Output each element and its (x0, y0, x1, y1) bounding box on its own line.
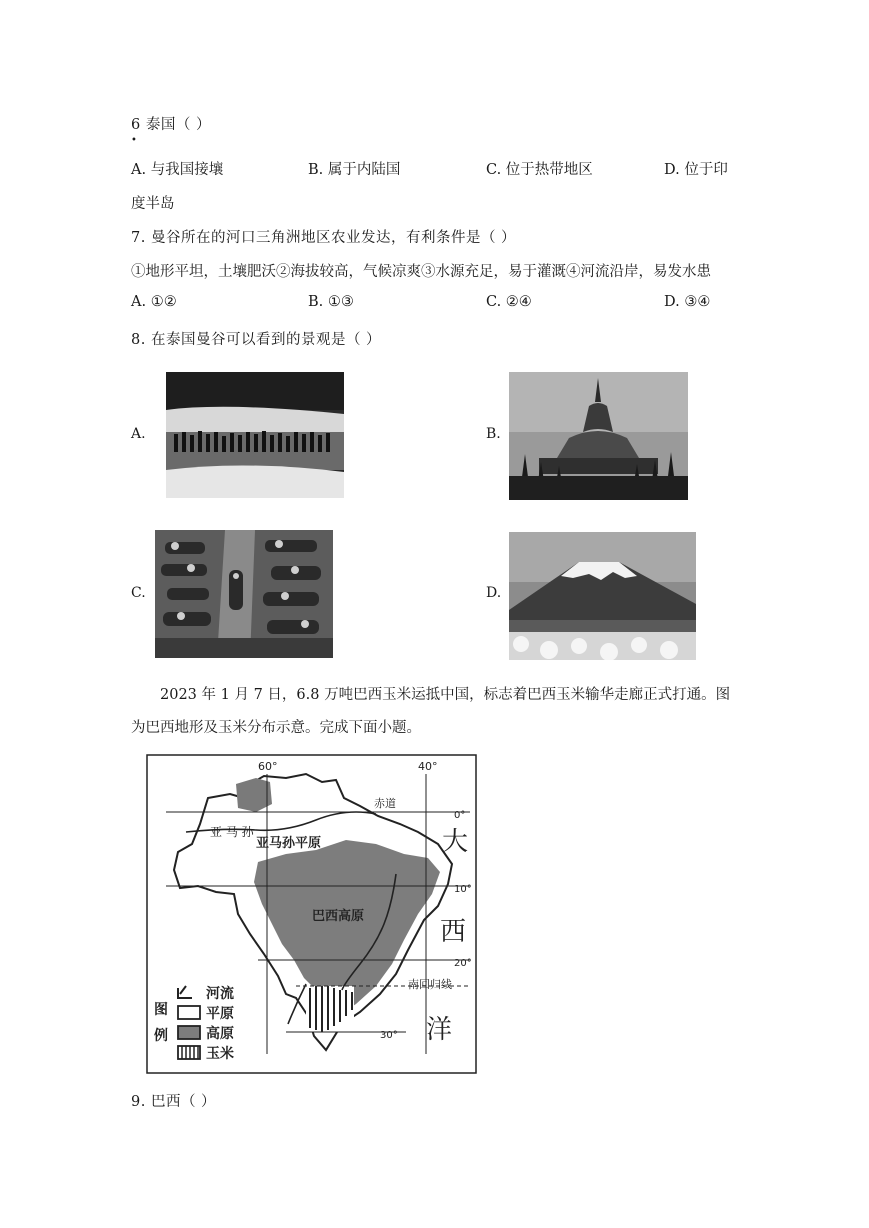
equator-label: 赤道 (374, 797, 396, 810)
legend-title-1: 图 (154, 1002, 168, 1018)
amazon-plain-label: 亚马孙平原 (256, 836, 322, 851)
lon-60-label: 60° (258, 760, 278, 773)
legend-plain: 平原 (206, 1006, 234, 1022)
legend-corn: 玉米 (206, 1046, 234, 1062)
q7-option-c: C. ②④ (486, 294, 532, 310)
q8-stem: 8. 在泰国曼谷可以看到的景观是（ ） (131, 332, 382, 348)
brazil-map (146, 754, 477, 1074)
lat-0-label: 0° (454, 810, 466, 821)
tropic-label: 南回归线 (408, 978, 452, 991)
corn-area (306, 986, 354, 1032)
bullet-mark: • (131, 135, 137, 146)
lat-20-label: 20° (454, 958, 472, 969)
photo-mount-fuji (509, 532, 696, 660)
photo-pagoda (509, 372, 688, 500)
legend-title-2: 例 (154, 1028, 168, 1044)
lat-10-label: 10° (454, 884, 472, 895)
amazon-river-label: 亚 马 孙 (210, 825, 254, 839)
passage-line-1: 2023 年 1 月 7 日，6.8 万吨巴西玉米运抵中国，标志着巴西玉米输华走廊正式打通。图 (160, 687, 731, 703)
q9-stem: 9. 巴西（ ） (131, 1094, 217, 1110)
legend-corn-swatch (178, 1046, 200, 1059)
q8-label-a: A. (131, 426, 146, 442)
q6-option-d-continued: 度半岛 (131, 196, 175, 212)
photo-floating-market (155, 530, 333, 658)
q8-label-b: B. (486, 426, 501, 442)
q6-option-c: C. 位于热带地区 (486, 162, 593, 178)
q6-option-b: B. 属于内陆国 (308, 162, 401, 178)
passage-line-2: 为巴西地形及玉米分布示意。完成下面小题。 (131, 720, 421, 736)
brazil-map-svg (146, 754, 477, 1074)
q7-stem: 7. 曼谷所在的河口三角洲地区农业发达，有利条件是（ ） (131, 230, 517, 246)
ocean-char-3: 洋 (426, 1015, 453, 1045)
q7-option-d: D. ③④ (664, 294, 711, 310)
legend-plateau: 高原 (206, 1026, 234, 1042)
legend-river: 河流 (206, 986, 234, 1002)
q7-option-b: B. ①③ (308, 294, 354, 310)
lon-40-label: 40° (418, 760, 438, 773)
ocean-char-2: 西 (440, 917, 467, 947)
q6-option-a: A. 与我国接壤 (131, 162, 224, 178)
q6-option-d: D. 位于印 (664, 162, 728, 178)
q7-conditions: ①地形平坦，土壤肥沃②海拔较高，气候凉爽③水源充足，易于灌溉④河流沿岸，易发水患 (131, 264, 711, 280)
legend-plain-swatch (178, 1006, 200, 1019)
lat-30-label: 30° (380, 1030, 398, 1041)
q8-label-c: C. (131, 585, 146, 601)
q6-stem: 6 泰国（ ） (131, 117, 211, 133)
brazil-plateau-label: 巴西高原 (312, 909, 365, 924)
ocean-char-1: 大 (442, 827, 469, 857)
q7-option-a: A. ①② (131, 294, 177, 310)
photo-penguins (166, 372, 344, 498)
q8-label-d: D. (486, 585, 502, 601)
legend-plateau-swatch (178, 1026, 200, 1039)
